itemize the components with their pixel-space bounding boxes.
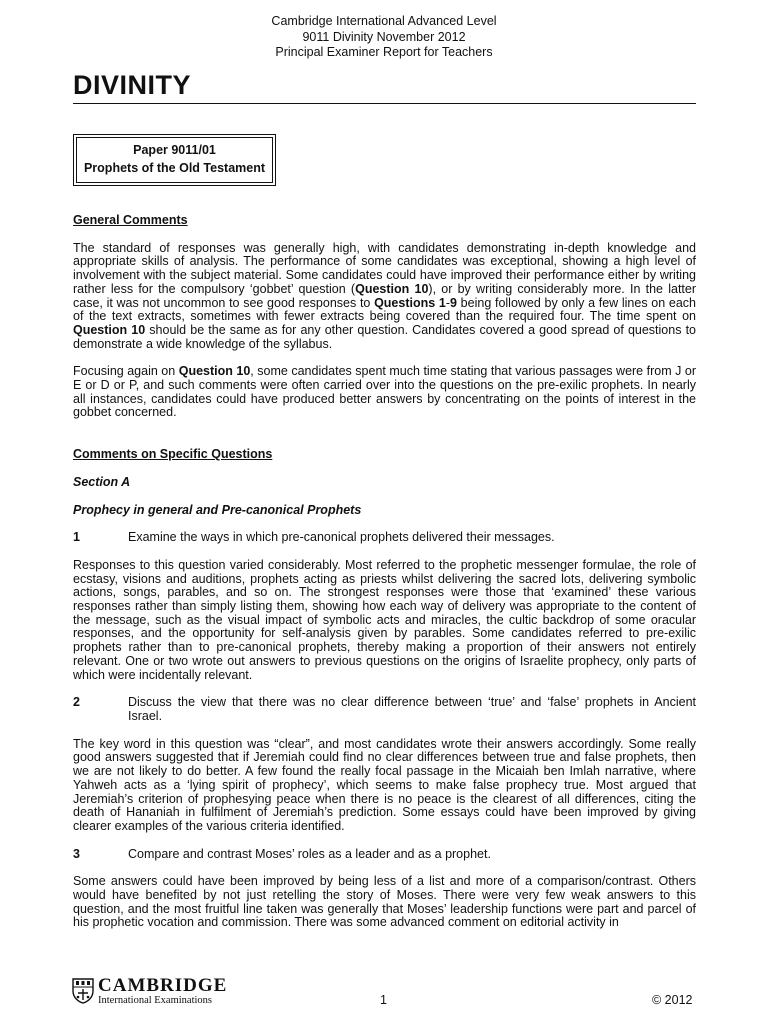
header-line-2: 9011 Divinity November 2012: [302, 29, 466, 44]
question-1-comment: Responses to this question varied considerably. Most referred to the prophetic messenger formulae, the role of ecstasy, visions and auditions, prophets acting as priests whilst delivering the sacred lots, delivering symbolic actions, songs, parables, and so on. The strongest responses were those that ‘examined’ these various responses rather than simply listing them, showing how each way of delivery was appropriate to the content of the message, such as the visual impact of symbolic acts and miracles, the cultic backdrop of some oracular responses, and the opportunity for self-analysis given by parables. Some candidates referred to pre-exilic prophets rather than to pre-canonical prophets, thereby making a proportion of their answers not entirely relevant. One or two wrote out answers to previous questions on the origins of Israelite prophecy, only parts of which were incidentally relevant.: [73, 557, 696, 682]
copyright: © 2012: [652, 993, 693, 1007]
general-comments-paragraph-1: The standard of responses was generally high, with candidates demonstrating in-depth knowledge and appropriate skills of analysis. The performance of some candidates was exceptional, showing a high level of involvement with the subject material. Some candidates could have improved their performance either by writing rather less for the compulsory ‘gobbet’ question (Question 10), or by writing considerably more. In the latter case, it was not uncommon to see good responses to Questions 1-9 being followed by only a few lines on each of the text extracts, sometimes with fewer extracts being covered than the required four. The time spent on Question 10 should be the same as for any other question. Candidates covered a good spread of questions to demonstrate a wide knowledge of the syllabus.: [73, 240, 697, 351]
question-1-prompt: [73, 531, 696, 545]
paper-title: Prophets of the Old Testament: [83, 161, 266, 175]
question-3-comment: Some answers could have been improved by being less of a list and more of a comparison/contrast. Others would have benefited by not just retelling the story of Moses. There were very few weak answers to this question, and the most fruitful line taken was generally that Moses’ leadership functions were part and parcel of his prophetic vocation and commission. There was some advanced comment on editorial activity in: [73, 874, 696, 930]
report-header: [0, 14, 768, 61]
header-line-1: Cambridge International Advanced Level: [271, 14, 497, 28]
general-comments-paragraph-2: Focusing again on Question 10, some candidates spent much time stating that various passages were from J or E or D or P, and such comments were often carried over into the questions on the pre-exilic prophets. In nearly all instances, candidates could have produced better answers by concentrating on the points of interest in the gobbet concerned.: [73, 364, 696, 420]
specific-questions-heading: Comments on Specific Questions: [73, 447, 273, 462]
question-number: 2: [73, 695, 80, 710]
subsection-heading: Prophecy in general and Pre-canonical Prophets: [73, 502, 362, 517]
question-3-prompt: [73, 848, 696, 862]
cambridge-logo: [72, 976, 227, 1006]
title-rule: [73, 103, 696, 104]
logo-wordmark: CAMBRIDGE: [98, 975, 228, 996]
page-number: 1: [380, 993, 387, 1007]
question-number: 3: [73, 846, 80, 861]
question-2-prompt: [73, 696, 696, 723]
question-2-comment: The key word in this question was “clear”, and most candidates wrote their answers accordingly. Some really good answers suggested that if Jeremiah could find no clear differences between true and false prophets, then we are not likely to do better. A few found the really focal passage in the Micaiah ben Imlah narrative, where Yahweh acts as a ‘lying spirit of prophecy’, which seems to make false prophecy true. Most argued that Jeremiah’s criterion of prophesying peace when there is no peace is the clearest of all differences, citing the death of Hananiah in fulfilment of Jeremiah’s prediction. Some essays could have been improved by giving clearer examples of the various criteria identified.: [73, 736, 696, 833]
logo-subtitle: International Examinations: [98, 995, 213, 1006]
crest-icon: [72, 978, 94, 1004]
report-body: [73, 214, 696, 930]
section-heading: Section A: [73, 474, 131, 489]
question-text: Compare and contrast Moses’ roles as a leader and as a prophet.: [128, 846, 491, 861]
question-text: Discuss the view that there was no clear difference between ‘true’ and ‘false’ prophets in Ancient Israel.: [128, 695, 696, 723]
paper-box: [73, 134, 276, 186]
question-text: Examine the ways in which pre-canonical prophets delivered their messages.: [128, 530, 555, 545]
subject-title: DIVINITY: [73, 70, 192, 100]
question-number: 1: [73, 530, 80, 545]
general-comments-heading: General Comments: [73, 213, 188, 227]
paper-code: Paper 9011/01: [133, 143, 216, 157]
header-line-3: Principal Examiner Report for Teachers: [275, 45, 493, 59]
